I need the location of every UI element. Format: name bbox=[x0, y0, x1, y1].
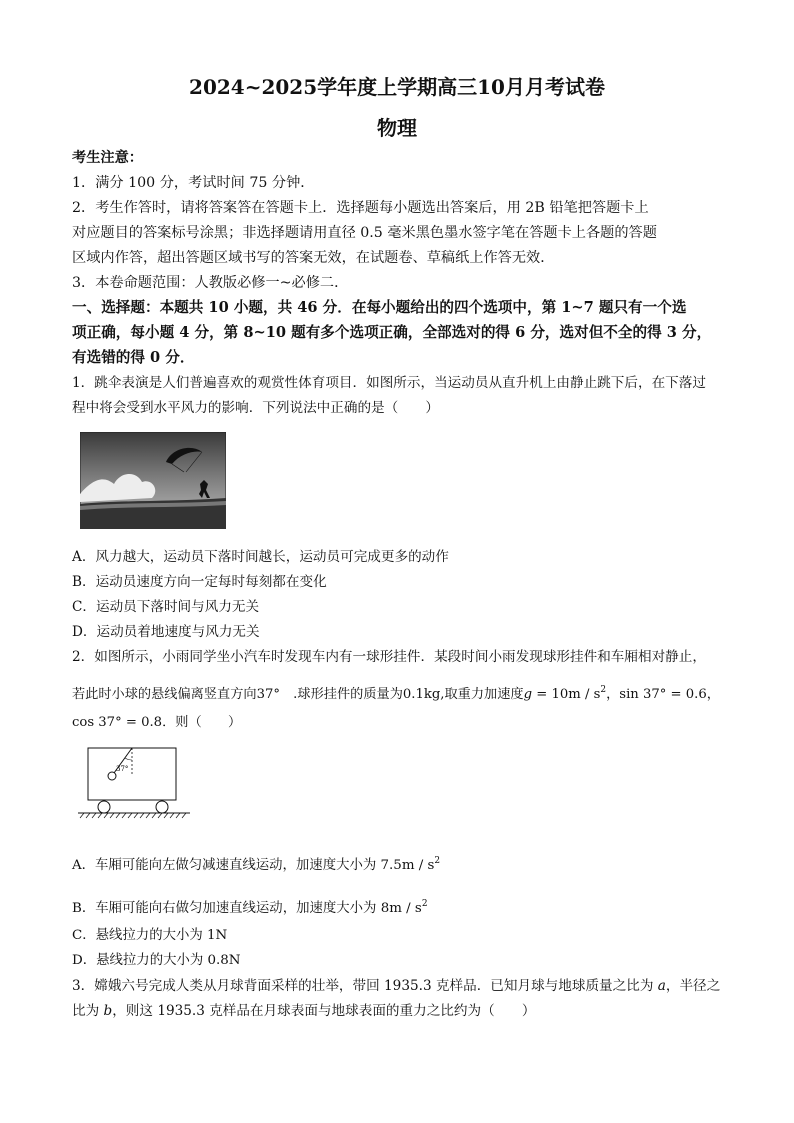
q3-stem-line2: 比为 b，则这 1935.3 克样品在月球表面与地球表面的重力之比约为（ ） bbox=[72, 1003, 536, 1019]
ball-icon bbox=[108, 772, 116, 780]
skydiver-photo bbox=[80, 432, 226, 529]
wheel-icon bbox=[98, 801, 110, 813]
q1-option-c: C．运动员下落时间与风力无关 bbox=[72, 599, 260, 615]
notice-heading: 考生注意： bbox=[72, 150, 143, 166]
notice-item: 区域内作答，超出答题区域书写的答案无效，在试题卷、草稿纸上作答无效． bbox=[72, 250, 555, 266]
notice-item: 对应题目的答案标号涂黑；非选择题请用直径 0.5 毫米黑色墨水签字笔在答题卡上各题的答题 bbox=[72, 225, 657, 241]
q2-option-a: A．车厢可能向左做匀减速直线运动，加速度大小为 $7.5m / s^2$ bbox=[72, 856, 441, 873]
wheel-icon bbox=[156, 801, 168, 813]
q2-stem-line3: cos 37° = 0.8．则（ ） bbox=[72, 715, 242, 730]
q1-stem: 1．跳伞表演是人们普遍喜欢的观赏性体育项目．如图所示，当运动员从直升机上由静止跳下后，在下落过 bbox=[72, 375, 706, 391]
q1-option-d: D．运动员着地速度与风力无关 bbox=[72, 624, 260, 640]
q2-stem-line2: 若此时小球的悬线偏离竖直方向37° .球形挂件的质量为0.1kg,取重力加速度$g = 10m / s^2$，sin 37° = 0.6， bbox=[72, 685, 720, 702]
q2-option-d: D．悬线拉力的大小为 0.8N bbox=[72, 953, 241, 968]
notice-item: 2．考生作答时，请将答案答在答题卡上．选择题每小题选出答案后，用 2B 铅笔把答题卡上 bbox=[72, 200, 649, 216]
section-heading: 一、选择题：本题共 10 小题，共 46 分．在每小题给出的四个选项中，第 1~7 题只有一个选 bbox=[72, 299, 687, 316]
q1-option-a: A．风力越大，运动员下落时间越长，运动员可完成更多的动作 bbox=[72, 549, 449, 565]
ground-hatch bbox=[80, 813, 186, 818]
subject-title: 物理 bbox=[377, 116, 417, 140]
angle-label: 37° bbox=[116, 765, 129, 773]
exam-title: 2024~2025学年度上学期高三10月月考试卷 bbox=[189, 75, 605, 99]
q1-option-b: B．运动员速度方向一定每时每刻都在变化 bbox=[72, 574, 327, 590]
car-pendulum-figure bbox=[78, 746, 190, 822]
q2-option-b: B．车厢可能向右做匀加速直线运动，加速度大小为 $8m / s^2$ bbox=[72, 899, 428, 916]
section-heading: 项正确，每小题 4 分，第 8~10 题有多个选项正确，全部选对的得 6 分，选对但不全的得 3 分， bbox=[72, 324, 712, 341]
q2-option-c: C．悬线拉力的大小为 1N bbox=[72, 928, 228, 943]
section-heading: 有选错的得 0 分． bbox=[72, 349, 195, 366]
q2-stem: 2．如图所示，小雨同学坐小汽车时发现车内有一球形挂件．某段时间小雨发现球形挂件和车厢相对静止， bbox=[72, 649, 706, 665]
notice-item: 3．本卷命题范围：人教版必修一~必修二． bbox=[72, 275, 349, 291]
q3-stem-line1: 3．嫦娥六号完成人类从月球背面采样的壮举，带回 1935.3 克样品．已知月球与地球质量之比为 a，半径之 bbox=[72, 978, 721, 994]
q1-stem: 程中将会受到水平风力的影响．下列说法中正确的是（ ） bbox=[72, 400, 440, 416]
notice-item: 1．满分 100 分，考试时间 75 分钟． bbox=[72, 175, 315, 191]
